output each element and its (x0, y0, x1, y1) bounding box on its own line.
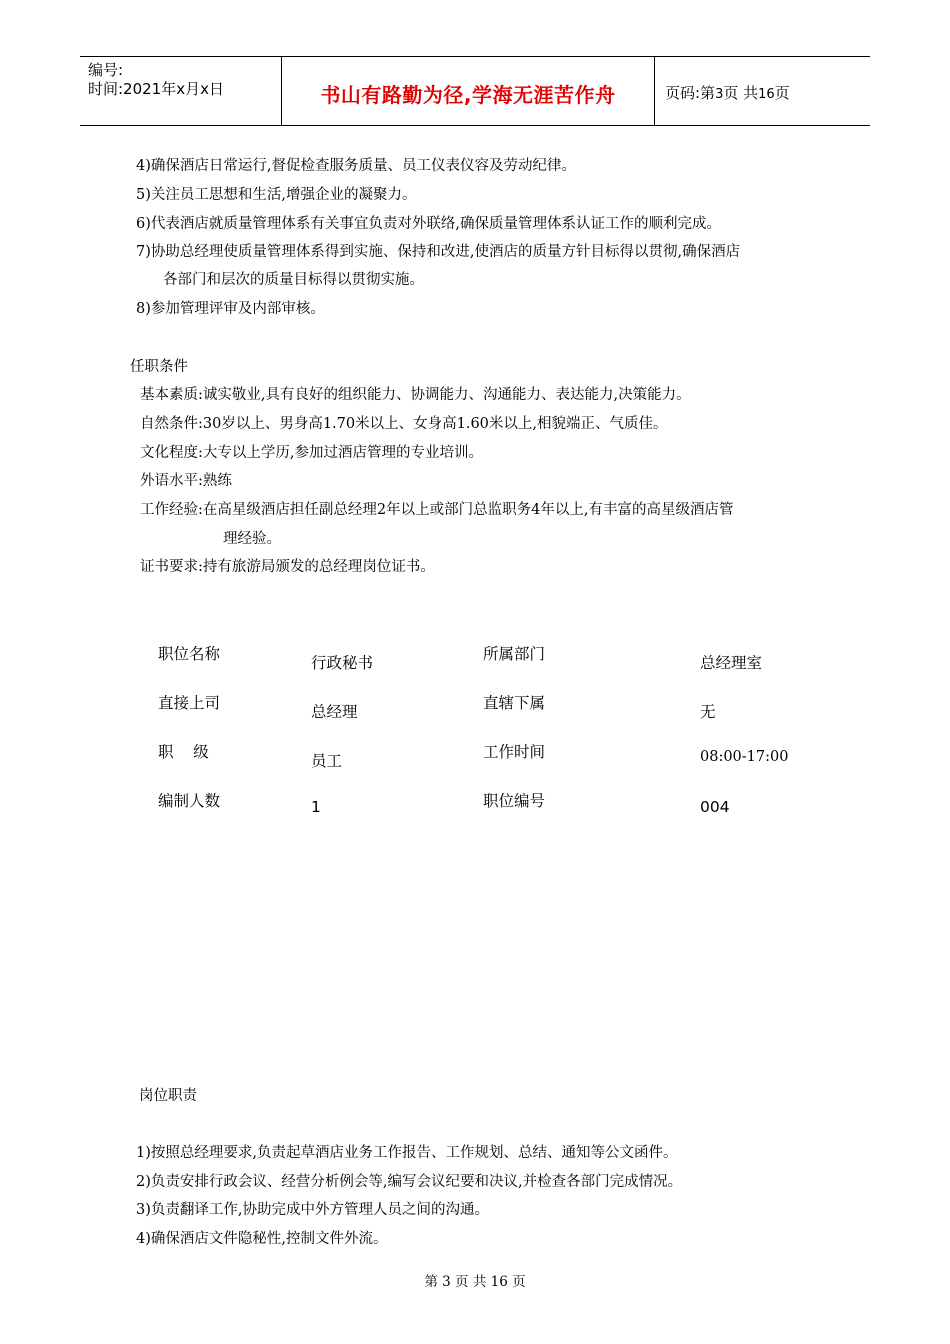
value-subordinates: 无 (700, 703, 716, 721)
requirement-item: 工作经验:在高星级酒店担任副总经理2年以上或部门总监职务4年以上,有丰富的高星级酒店管 (140, 502, 734, 518)
requirements-title: 任职条件 (130, 359, 188, 375)
label-position-code: 职位编号 (483, 792, 546, 810)
label-department: 所属部门 (483, 645, 546, 663)
page-label: 页码:第 (665, 84, 716, 102)
duty-item: 7)协助总经理使质量管理体系得到实施、保持和改进,使酒店的质量方针目标得以贯彻,确保酒店 (136, 244, 741, 260)
label-supervisor: 直接上司 (158, 694, 221, 712)
duty-item: 4)确保酒店日常运行,督促检查服务质量、员工仪表仪容及劳动纪律。 (136, 158, 576, 174)
header-motto: 书山有路勤为径,学海无涯苦作舟 (320, 83, 616, 107)
duty-item: 2)负责安排行政会议、经营分析例会等,编写会议纪要和决议,并检查各部门完成情况。 (136, 1174, 683, 1190)
requirement-item: 自然条件:30岁以上、男身高1.70米以上、女身高1.60米以上,相貌端正、气质佳。 (140, 416, 668, 432)
requirement-item-continuation: 理经验。 (223, 531, 281, 547)
requirement-item: 基本素质:诚实敬业,具有良好的组织能力、协调能力、沟通能力、表达能力,决策能力。 (140, 387, 691, 403)
value-grade: 员工 (311, 752, 343, 770)
duty-item: 6)代表酒店就质量管理体系有关事宜负责对外联络,确保质量管理体系认证工作的顺利完成。 (136, 216, 721, 232)
value-position-code: 004 (700, 798, 730, 816)
header-divider (654, 57, 655, 125)
page-current: 3 (715, 87, 724, 102)
requirement-item: 外语水平:熟练 (140, 473, 232, 489)
duty-item: 4)确保酒店文件隐秘性,控制文件外流。 (136, 1231, 388, 1247)
value-department: 总经理室 (700, 654, 763, 672)
duties-title: 岗位职责 (139, 1088, 197, 1104)
value-headcount: 1 (311, 798, 321, 816)
duty-item-continuation: 各部门和层次的质量目标得以贯彻实施。 (163, 272, 424, 288)
value-supervisor: 总经理 (311, 703, 358, 721)
duty-item: 1)按照总经理要求,负责起草酒店业务工作报告、工作规划、总结、通知等公文函件。 (136, 1145, 678, 1161)
header-meta (88, 61, 224, 99)
label-subordinates: 直辖下属 (483, 694, 546, 712)
duty-item: 8)参加管理评审及内部审核。 (136, 301, 325, 317)
page-header (80, 56, 870, 126)
label-headcount: 编制人数 (158, 792, 221, 810)
label-working-hours: 工作时间 (483, 743, 546, 761)
duty-item: 5)关注员工思想和生活,增强企业的凝聚力。 (136, 187, 417, 203)
page-footer: 第 3 页 共 16 页 (424, 1274, 526, 1290)
requirement-item: 文化程度:大专以上学历,参加过酒店管理的专业培训。 (140, 445, 483, 461)
time-label: 时间:2021年x月x日 (88, 80, 224, 98)
duty-item: 3)负责翻译工作,协助完成中外方管理人员之间的沟通。 (136, 1202, 489, 1218)
value-position-name: 行政秘书 (311, 654, 374, 672)
value-working-hours: 08:00-17:00 (700, 749, 789, 765)
page-total: 16 (758, 87, 775, 102)
page-mid: 页 共 (723, 84, 759, 102)
label-grade: 职 级 (158, 743, 209, 761)
label-position-name: 职位名称 (158, 645, 221, 663)
header-page-number (665, 82, 790, 103)
number-label: 编号: (88, 61, 124, 79)
requirement-item: 证书要求:持有旅游局颁发的总经理岗位证书。 (140, 559, 435, 575)
page-end: 页 (774, 84, 790, 102)
